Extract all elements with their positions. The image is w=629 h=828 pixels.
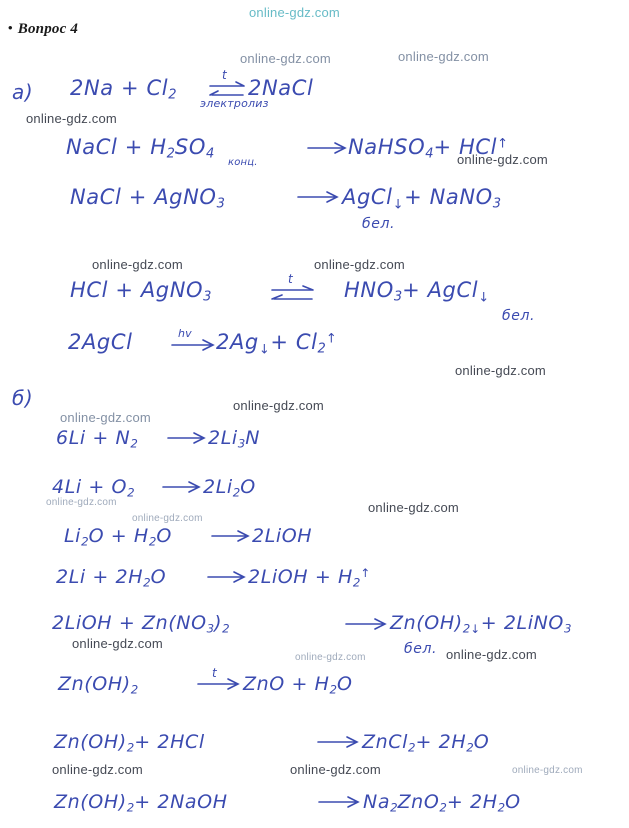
equation-b6-right: ZnO + $H_2O$ [243,673,353,697]
watermark: online-gdz.com [132,513,203,524]
equation-a4-left: HCl + AgNO$_3$ [70,278,212,305]
equation-a1-over-arrow: t [222,68,227,82]
equation-a5-over-arrow: hv [178,327,192,340]
equation-a4-over-arrow: t [288,272,293,286]
equation-b3-right: 2LiOH [252,525,313,547]
equation-b3-left: $Li_2O + H_2O$ [64,525,172,549]
equation-b2-right: $2Li_2O$ [203,476,256,500]
equation-b4-left: $2Li + 2H_2O$ [56,566,167,590]
equation-b5-right: $Zn(OH)_2^↓+$ 2LiNO$_3$ [390,612,572,637]
equation-a5-left: 2AgCl [68,330,133,354]
page-title [8,20,78,38]
equation-b8-left: $Zn(OH)_2+$ 2NaOH [54,791,228,815]
equation-b8-right: $Na_2ZnO_2+ 2H_2O$ [363,791,521,815]
equation-b6-left: $Zn(OH)_2$ [58,673,139,697]
watermark: online-gdz.com [446,647,537,662]
watermark: online-gdz.com [72,636,163,651]
watermark: online-gdz.com [314,257,405,272]
watermark: online-gdz.com [457,152,548,167]
equation-b4-right: 2LiOH + $H_2^↑$ [248,566,371,590]
watermark: online-gdz.com [512,765,583,776]
bullet-icon: • [8,20,13,35]
equation-a2-left: NaCl + $H_2SO_4$ [66,135,215,162]
equation-a2-condition: конц. [228,157,258,168]
equation-b7-right: ZnCl$_2$+ $2H_2O$ [362,731,490,755]
watermark: online-gdz.com [368,500,459,515]
equation-b1-right: $2Li_3N$ [208,427,261,451]
watermark: online-gdz.com [295,652,366,663]
watermark: online-gdz.com [398,49,489,64]
equation-a5-right: $2Ag^↓+ Cl_2^↑$ [216,330,338,358]
equation-b7-left: $Zn(OH)_2+ 2HCl$ [54,731,205,755]
watermark: online-gdz.com [240,51,331,66]
watermark: online-gdz.com [46,497,117,508]
equation-a1-left: $2Na + Cl_2$ [70,76,177,103]
equation-a4-note: бел. [502,308,536,324]
equation-b2-left: $4Li + O_2$ [52,476,135,500]
equation-b1-left: $6Li + N_2$ [56,427,138,451]
equation-b5-left: 2LiOH + $Zn(NO_3)_2$ [52,612,230,636]
equation-a4-right: $HNO_3+$ AgCl↓ [344,278,490,306]
watermark: online-gdz.com [60,410,151,425]
watermark: online-gdz.com [233,398,324,413]
section-label-a: а) [12,80,34,104]
equation-b5-note: бел. [404,641,438,657]
equation-a1-under-arrow: электролиз [200,97,269,110]
question-label: Вопрос 4 [17,21,79,37]
equation-a2-right: NaHSO$_4$+ HCl↑ [348,135,509,162]
watermark: online-gdz.com [52,762,143,777]
equation-a1-right: 2NaCl [248,76,314,100]
watermark: online-gdz.com [290,762,381,777]
watermark: online-gdz.com [92,257,183,272]
equation-a3-right: AgCl↓+ NaNO$_3$ [342,185,502,213]
watermark: online-gdz.com [455,363,546,378]
watermark: online-gdz.com [249,5,340,20]
section-label-b: б) [12,386,34,410]
equation-a3-left: NaCl + AgNO$_3$ [70,185,225,212]
equation-b6-over-arrow: t [212,666,217,680]
equation-a3-note: бел. [362,216,396,232]
watermark: online-gdz.com [26,111,117,126]
